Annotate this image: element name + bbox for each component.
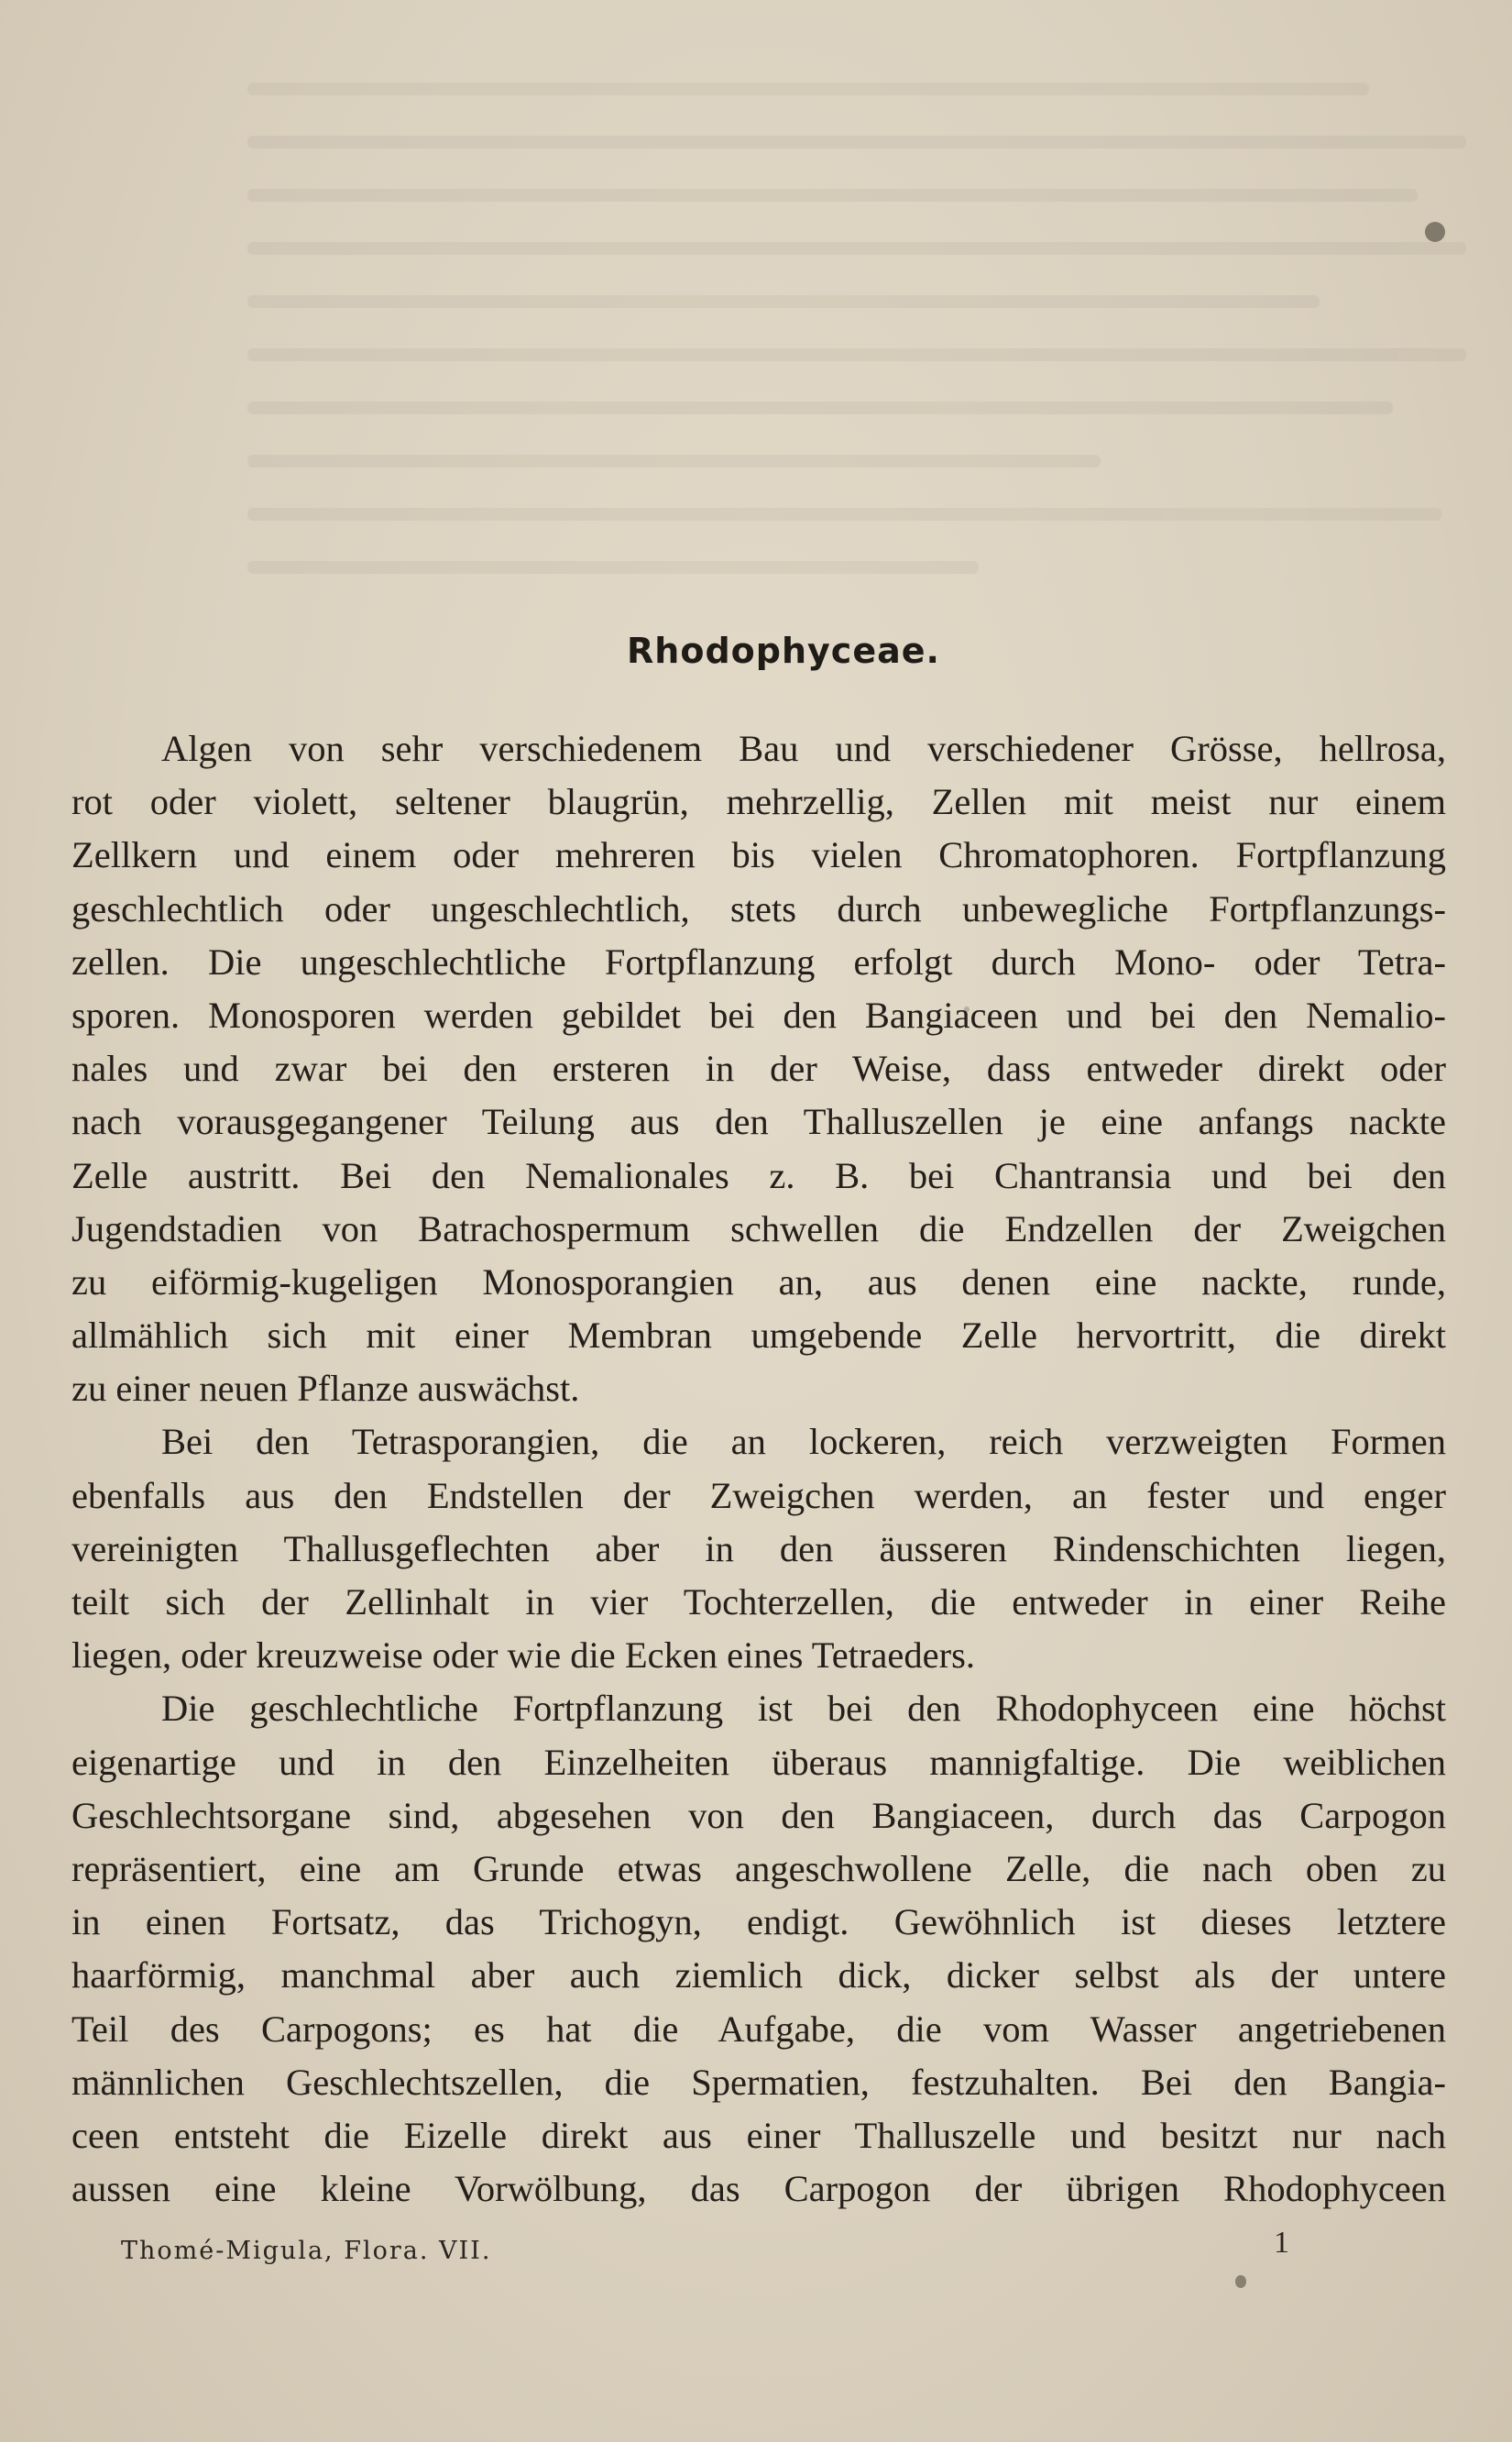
text-line: Algen von sehr verschiedenem Bau und verschiedener Grösse, hellrosa, <box>161 728 1446 769</box>
text-line: rot oder violett, seltener blaugrün, mehrzellig, Zellen mit meist nur einem <box>71 781 1446 823</box>
text-line: Die geschlechtliche Fortpflanzung ist bei den Rhodophyceen eine höchst <box>161 1688 1446 1730</box>
text-line: Geschlechtsorgane sind, abgesehen von den Bangiaceen, durch das Carpogon <box>71 1794 1446 1836</box>
text-line: Jugendstadien von Batrachospermum schwellen die Endzellen der Zweigchen <box>71 1207 1446 1249</box>
text-line: vereinigten Thallusgeflechten aber in den äusseren Rindenschichten liegen, <box>71 1527 1446 1569</box>
text-line: Zellkern und einem oder mehreren bis vielen Chromatophoren. Fortpflanzung <box>71 834 1446 876</box>
ink-speck <box>1235 2275 1246 2288</box>
show-through-text <box>247 82 1466 651</box>
text-line: aussen eine kleine Vorwölbung, das Carpogon der übrigen Rhodophyceen <box>71 2168 1446 2210</box>
body-text <box>71 722 1446 2216</box>
text-line: männlichen Geschlechtszellen, die Spermatien, festzuhalten. Bei den Bangia- <box>71 2061 1446 2103</box>
text-line: liegen, oder kreuzweise oder wie die Ecken eines Tetraeders. <box>71 1634 975 1677</box>
text-line: zu eiförmig-kugeligen Monosporangien an, aus denen eine nackte, runde, <box>71 1260 1446 1303</box>
text-line: repräsentiert, eine am Grunde etwas angeschwollene Zelle, die nach oben zu <box>71 1847 1446 1889</box>
footer-book-reference: Thomé-Migula, Flora. VII. <box>121 2237 492 2265</box>
page-number: 1 <box>1274 2226 1289 2260</box>
text-line: nales und zwar bei den ersteren in der Weise, dass entweder direkt oder <box>71 1048 1446 1090</box>
section-title: Rhodophyceae. <box>627 631 940 671</box>
text-line: haarförmig, manchmal aber auch ziemlich dick, dicker selbst als der untere <box>71 1954 1446 1996</box>
text-line: sporen. Monosporen werden gebildet bei den Bangiaceen und bei den Nemalio- <box>71 994 1446 1036</box>
text-line: allmählich sich mit einer Membran umgebende Zelle hervortritt, die direkt <box>71 1314 1446 1357</box>
text-line: Bei den Tetrasporangien, die an lockeren, reich verzweigten Formen <box>161 1421 1446 1463</box>
text-line: teilt sich der Zellinhalt in vier Tochterzellen, die entweder in einer Reihe <box>71 1581 1446 1622</box>
text-line: in einen Fortsatz, das Trichogyn, endigt. Gewöhnlich ist dieses letztere <box>71 1901 1446 1943</box>
text-line: ebenfalls aus den Endstellen der Zweigchen werden, an fester und enger <box>71 1474 1446 1516</box>
text-line: zu einer neuen Pflanze auswächst. <box>71 1368 580 1410</box>
text-line: geschlechtlich oder ungeschlechtlich, stets durch unbewegliche Fortpflanzungs- <box>71 887 1446 930</box>
text-line: Teil des Carpogons; es hat die Aufgabe, die vom Wasser angetriebenen <box>71 2008 1446 2050</box>
text-line: nach vorausgegangener Teilung aus den Thalluszellen je eine anfangs nackte <box>71 1101 1446 1143</box>
ink-speck <box>1425 222 1445 242</box>
text-line: Zelle austritt. Bei den Nemalionales z. B. bei Chantransia und bei den <box>71 1154 1446 1196</box>
text-line: eigenartige und in den Einzelheiten überaus mannigfaltige. Die weiblichen <box>71 1741 1446 1783</box>
text-line: zellen. Die ungeschlechtliche Fortpflanzung erfolgt durch Mono- oder Tetra- <box>71 940 1446 983</box>
text-line: ceen entsteht die Eizelle direkt aus einer Thalluszelle und besitzt nur nach <box>71 2114 1446 2156</box>
